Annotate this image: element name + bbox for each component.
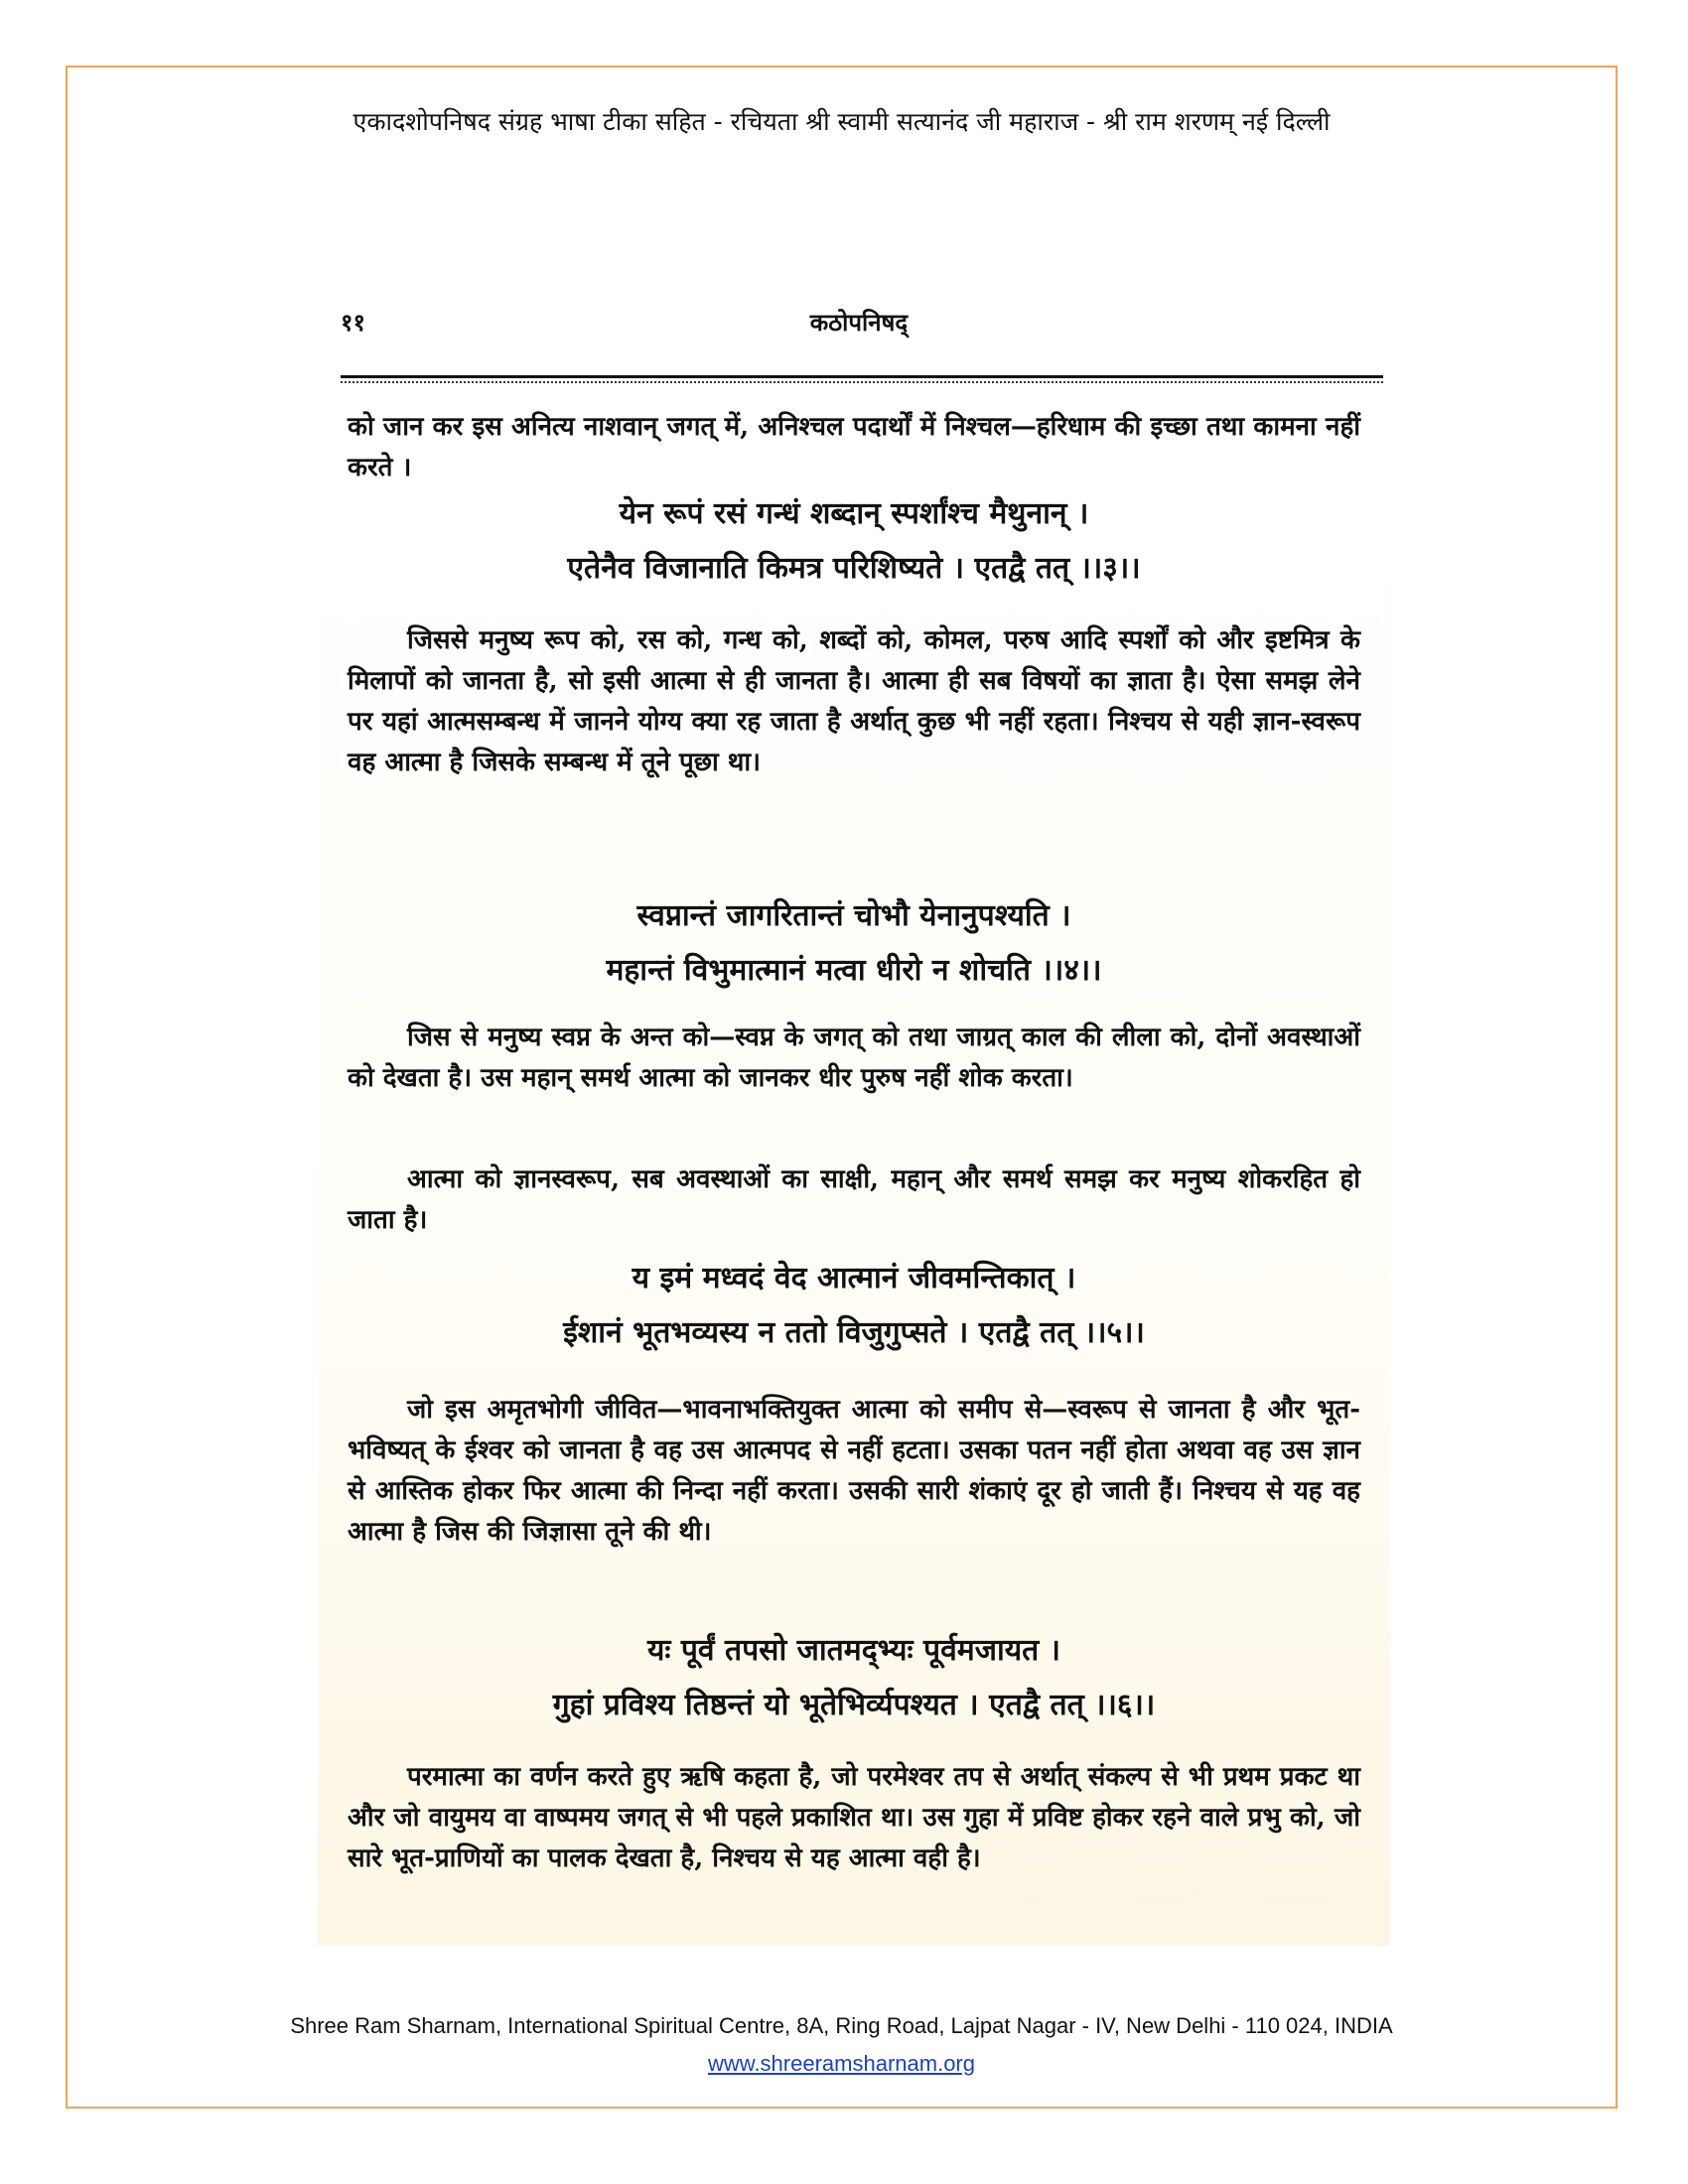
- sanskrit-verse: [348, 486, 1360, 596]
- website-link[interactable]: www.shreeramsharnam.org: [708, 2051, 975, 2076]
- footer-address: Shree Ram Sharnam, International Spiritual Centre, 8A, Ring Road, Lajpat Nagar - IV, New Delhi - 110 024, INDIA: [290, 2013, 1393, 2038]
- sanskrit-verse: [348, 1623, 1360, 1732]
- verse-line: महान्तं विभुमात्मानं मत्वा धीरो न शोचति ।।४।।: [606, 953, 1102, 988]
- verse-line: येन रूपं रसं गन्धं शब्दान् स्पर्शांश्च मैथुनान् ।: [619, 496, 1089, 531]
- page-number: ११: [341, 308, 365, 337]
- verse-line: य इमं मध्वदं वेद आत्मानं जीवमन्तिकात् ।: [632, 1261, 1076, 1296]
- prose-paragraph: आत्मा को ज्ञानस्वरूप, सब अवस्थाओं का साक्षी, महान् और समर्थ समझ कर मनुष्य शोकरहित हो जाता है।: [348, 1164, 1360, 1235]
- verse-line: यः पूर्वं तपसो जातमद्भ्यः पूर्वमजायत ।: [646, 1633, 1061, 1668]
- running-head: [333, 306, 1385, 345]
- footer-link-container: [66, 2051, 1618, 2077]
- verse-line: ईशानं भूतभव्यस्य न ततो विजुगुप्सते । एतद्वै तत् ।।५।।: [563, 1315, 1145, 1350]
- scanned-book-page: [333, 288, 1385, 1946]
- prose-paragraph: परमात्मा का वर्णन करते हुए ऋषि कहता है, जो परमेश्वर तप से अर्थात् संकल्प से भी प्रथम प्रकट था और जो वायुमय वा वाष्पमय जगत् से भी पहले प्रकाशित था। उस गुहा में प्रविष्ट होकर रहने वाले प्रभु को, जो सारे भूत-प्राणियों का पालक देखता है, निश्चय से यह आत्मा वही है।: [348, 1762, 1360, 1873]
- verse-line: एतेनैव विजानाति किमत्र परिशिष्यते । एतद्वै तत् ।।३।।: [567, 551, 1141, 586]
- prose-paragraph: जिससे मनुष्य रूप को, रस को, गन्ध को, शब्दों को, कोमल, परुष आदि स्पर्शों को और इष्टमित्र के मिलापों को जानता है, सो इसी आत्मा से ही जानता है। आत्मा ही सब विषयों का ज्ञाता है। ऐसा समझ लेने पर यहां आत्मसम्बन्ध में जानने योग्य क्या रह जाता है अर्थात् कुछ भी नहीं रहता। निश्चय से यही ज्ञान-स्वरूप वह आत्मा है जिसके सम्बन्ध में तूने पूछा था।: [348, 625, 1360, 777]
- sanskrit-verse: [348, 888, 1360, 998]
- prose-paragraph: जिस से मनुष्य स्वप्न के अन्त को—स्वप्न के जगत् को तथा जाग्रत् काल की लीला को, दोनों अवस्थाओं को देखता है। उस महान् समर्थ आत्मा को जानकर धीर पुरुष नहीं शोक करता।: [348, 1023, 1360, 1093]
- prose-paragraph: जो इस अमृतभोगी जीवित—भावनाभक्तियुक्त आत्मा को समीप से—स्वरूप से जानता है और भूत-भविष्यत् के ईश्वर को जानता है वह उस आत्मपद से नहीं हटता। उसका पतन नहीं होता अथवा वह उस ज्ञान से आस्तिक होकर फिर आत्मा की निन्दा नहीं करता। उसकी सारी शंकाएं दूर हो जाती हैं। निश्चय से यह वह आत्मा है जिस की जिज्ञासा तूने की थी।: [348, 1395, 1360, 1547]
- page-header: एकादशोपनिषद संग्रह भाषा टीका सहित - रचियता श्री स्वामी सत्यानंद जी महाराज - श्री राम शरणम् नई दिल्ली: [352, 107, 1331, 136]
- prose-paragraph: को जान कर इस अनित्य नाशवान् जगत् में, अनिश्चल पदार्थों में निश्चल—हरिधाम की इच्छा तथा कामना नहीं करते ।: [348, 412, 1360, 482]
- header-rule: [341, 375, 1383, 383]
- verse-line: स्वप्नान्तं जागरितान्तं चोभौ येनानुपश्यति ।: [636, 898, 1071, 933]
- verse-line: गुहां प्रविश्य तिष्ठन्तं यो भूतेभिर्व्यपश्यत । एतद्वै तत् ।।६।।: [552, 1688, 1156, 1722]
- running-title: कठोपनिषद्: [809, 308, 909, 337]
- sanskrit-verse: [348, 1251, 1360, 1360]
